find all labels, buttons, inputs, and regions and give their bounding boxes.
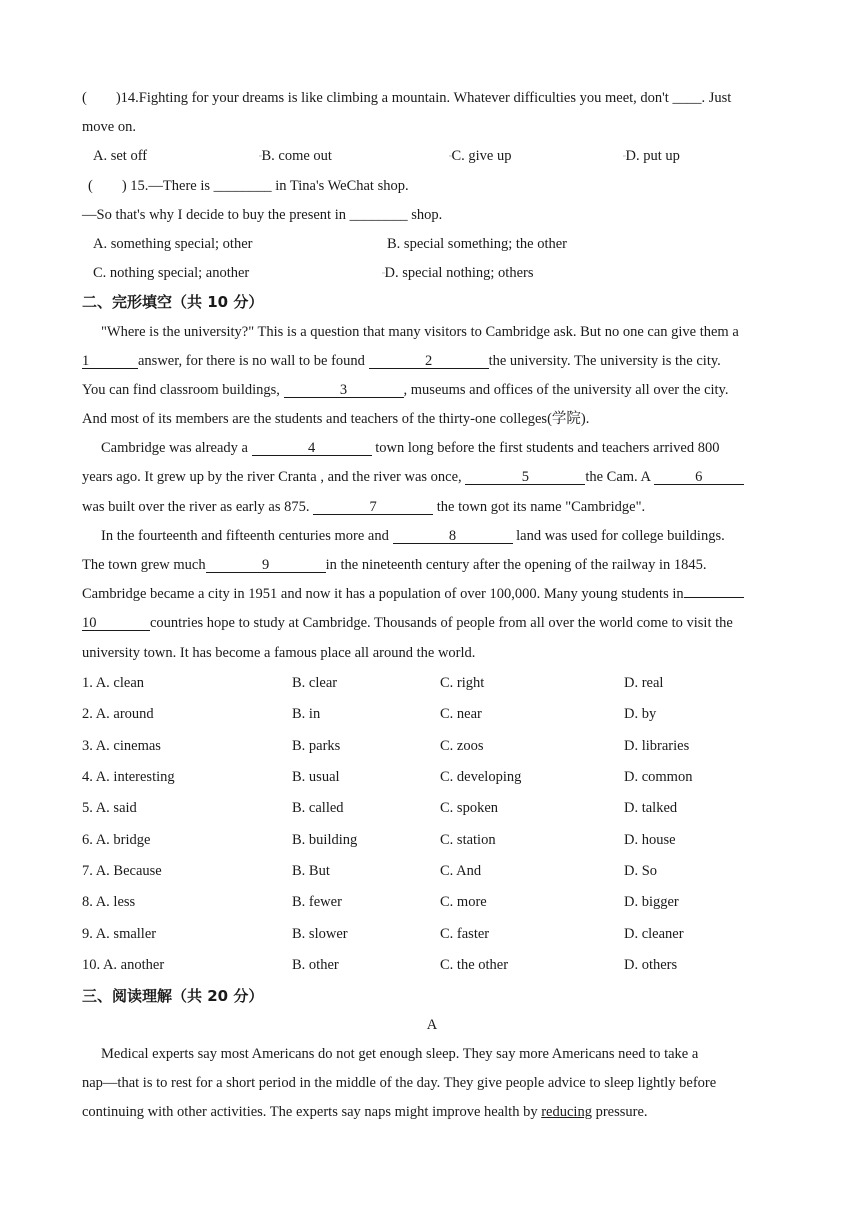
cloze-choice-10-a: 10. A. another <box>82 957 165 974</box>
cloze-choice-2-b: B. in <box>292 706 321 723</box>
cloze-choice-7-b: B. But <box>292 863 330 880</box>
q15-blank-1: ________ <box>213 177 272 194</box>
q15-option-a: A. something special; other <box>93 235 253 252</box>
cloze-p3-line3: Cambridge became a city in 1951 and now it has a population of over 100,000. Many young students in <box>82 580 782 609</box>
cloze-blank-2: 2 <box>369 352 489 369</box>
q14-text-end: . Just <box>701 90 732 106</box>
section3-title: 三、阅读理解（共 20 分） <box>82 986 264 1005</box>
passage-a-label: A <box>426 1016 438 1033</box>
q15-reply: —So that's why I decide to buy the present in ________ shop. <box>82 206 443 223</box>
cloze-choice-4-a: 4. A. interesting <box>82 768 175 785</box>
cloze-choice-7-d: D. So <box>624 863 658 880</box>
cloze-choice-1-c: C. right <box>440 674 485 691</box>
cloze-choices-table <box>82 668 782 982</box>
cloze-choice-4-c: C. developing <box>440 768 522 785</box>
cloze-choice-row <box>82 887 782 918</box>
passage-a-line2: nap—that is to rest for a short period in the middle of the day. They give people advice to sleep lightly before <box>82 1075 717 1092</box>
cloze-choice-row <box>82 731 782 762</box>
cloze-choice-6-a: 6. A. bridge <box>82 831 151 848</box>
cloze-choice-6-c: C. station <box>440 831 496 848</box>
cloze-choice-9-a: 9. A. smaller <box>82 925 157 942</box>
q15-options-row2 <box>82 259 782 288</box>
cloze-choice-2-c: C. near <box>440 706 482 723</box>
cloze-choice-row <box>82 793 782 824</box>
q14-option-a: A. set off <box>93 148 148 165</box>
cloze-choice-row <box>82 856 782 887</box>
q15-option-c: C. nothing special; another <box>93 265 250 282</box>
q14-options <box>82 142 782 171</box>
q14-stem-cont: move on. <box>82 119 136 136</box>
cloze-p3-line2: The town grew much 9 in the nineteenth century after the opening of the railway in 1845. <box>82 557 707 573</box>
cloze-p2-line3: was built over the river as early as 875. 7 the town got its name "Cambridge". <box>82 498 646 515</box>
section2-title: 二、完形填空（共 10 分） <box>82 293 264 312</box>
cloze-blank-4: 4 <box>252 439 372 456</box>
cloze-blank-10: 10 <box>82 614 150 631</box>
cloze-p3-line4: 10 countries hope to study at Cambridge. Thousands of people from all over the world come to visit the <box>82 615 733 632</box>
cloze-choice-10-b: B. other <box>292 957 339 974</box>
cloze-p1-line2: 1 answer, for there is no wall to be found 2 the university. The university is the city. <box>82 352 721 369</box>
q14-stem <box>82 84 782 113</box>
cloze-blank-9: 9 <box>206 556 326 573</box>
cloze-p1-line1: "Where is the university?" This is a question that many visitors to Cambridge ask. But no one can give them a <box>101 323 739 340</box>
cloze-choice-row <box>82 668 782 699</box>
cloze-blank-7: 7 <box>313 498 433 515</box>
q15-stem: ( ) 15.—There is ________ in Tina's WeChat shop. <box>88 177 409 194</box>
cloze-choice-row <box>82 699 782 730</box>
cloze-choice-5-c: C. spoken <box>440 800 498 817</box>
cloze-choice-3-a: 3. A. cinemas <box>82 737 161 754</box>
cloze-choice-5-a: 5. A. said <box>82 800 137 817</box>
cloze-choice-2-a: 2. A. around <box>82 706 154 723</box>
cloze-choice-9-d: D. cleaner <box>624 925 684 942</box>
cloze-blank-8: 8 <box>393 527 513 544</box>
cloze-choice-4-b: B. usual <box>292 768 340 785</box>
cloze-choice-1-b: B. clear <box>292 674 338 691</box>
passage-a-line1: Medical experts say most Americans do not get enough sleep. They say more Americans need to take a <box>101 1046 699 1063</box>
cloze-choice-5-b: B. called <box>292 800 344 817</box>
cloze-blank-5: 5 <box>465 468 585 485</box>
cloze-choice-7-c: C. And <box>440 863 482 880</box>
cloze-choice-2-d: D. by <box>624 706 657 723</box>
cloze-p2-line2: years ago. It grew up by the river Cranta , and the river was once, 5 the Cam. A 6 <box>82 463 782 492</box>
cloze-p1-line4: And most of its members are the students and teachers of the thirty-one colleges(学院). <box>82 411 590 428</box>
q14-option-c: ▫C. give up <box>449 148 512 165</box>
cloze-choice-8-d: D. bigger <box>624 894 679 911</box>
cloze-choice-3-c: C. zoos <box>440 737 484 754</box>
cloze-choice-6-b: B. building <box>292 831 358 848</box>
q14-option-d: ▫D. put up <box>623 148 680 165</box>
cloze-choice-7-a: 7. A. Because <box>82 863 162 880</box>
cloze-p3-line1: In the fourteenth and fifteenth centuries more and 8 land was used for college buildings. <box>101 527 725 544</box>
cloze-choice-row <box>82 762 782 793</box>
underlined-word-reducing: reducing <box>541 1104 592 1121</box>
cloze-p1-line3: You can find classroom buildings, 3 , museums and offices of the university all over the city. <box>82 381 729 398</box>
cloze-choice-1-d: D. real <box>624 674 664 691</box>
q14-option-b: ▫B. come out <box>259 148 332 165</box>
cloze-choice-4-d: D. common <box>624 768 693 785</box>
q15-option-d: ▫D. special nothing; others <box>382 265 534 282</box>
cloze-choice-row <box>82 950 782 981</box>
cloze-blank-6: 6 <box>654 468 744 485</box>
cloze-choice-6-d: D. house <box>624 831 676 848</box>
cloze-blank-10-lead <box>684 581 744 598</box>
cloze-blank-3: 3 <box>284 381 404 398</box>
cloze-choice-1-a: 1. A. clean <box>82 674 145 691</box>
cloze-p3-line5: university town. It has become a famous place all around the world. <box>82 644 476 661</box>
q15-blank-2: ________ <box>349 206 408 223</box>
q15-options-row1 <box>82 230 782 259</box>
cloze-blank-1: 1 <box>82 352 138 369</box>
cloze-p2-line1: Cambridge was already a 4 town long before the first students and teachers arrived 800 <box>101 440 720 457</box>
cloze-choice-row <box>82 825 782 856</box>
q14-text: 14.Fighting for your dreams is like climbing a mountain. Whatever difficulties you meet, don't <box>120 90 669 106</box>
cloze-choice-8-a: 8. A. less <box>82 894 136 911</box>
worksheet-page <box>82 84 782 1128</box>
cloze-choice-3-b: B. parks <box>292 737 341 754</box>
cloze-choice-9-c: C. faster <box>440 925 490 942</box>
q14-answer-paren: ( ) <box>82 90 121 106</box>
cloze-choice-3-d: D. libraries <box>624 737 690 754</box>
cloze-choice-9-b: B. slower <box>292 925 348 942</box>
cloze-choice-8-c: C. more <box>440 894 487 911</box>
q15-option-b: B. special something; the other <box>387 235 568 252</box>
passage-a-line3: continuing with other activities. The experts say naps might improve health by reducing pressure. <box>82 1104 648 1121</box>
cloze-choice-8-b: B. fewer <box>292 894 342 911</box>
q15-answer-paren: ( ) <box>88 177 127 194</box>
q14-blank: ____ <box>672 90 702 106</box>
cloze-choice-10-d: D. others <box>624 957 678 974</box>
cloze-choice-5-d: D. talked <box>624 800 678 817</box>
cloze-choice-10-c: C. the other <box>440 957 509 974</box>
cloze-choice-row <box>82 919 782 950</box>
